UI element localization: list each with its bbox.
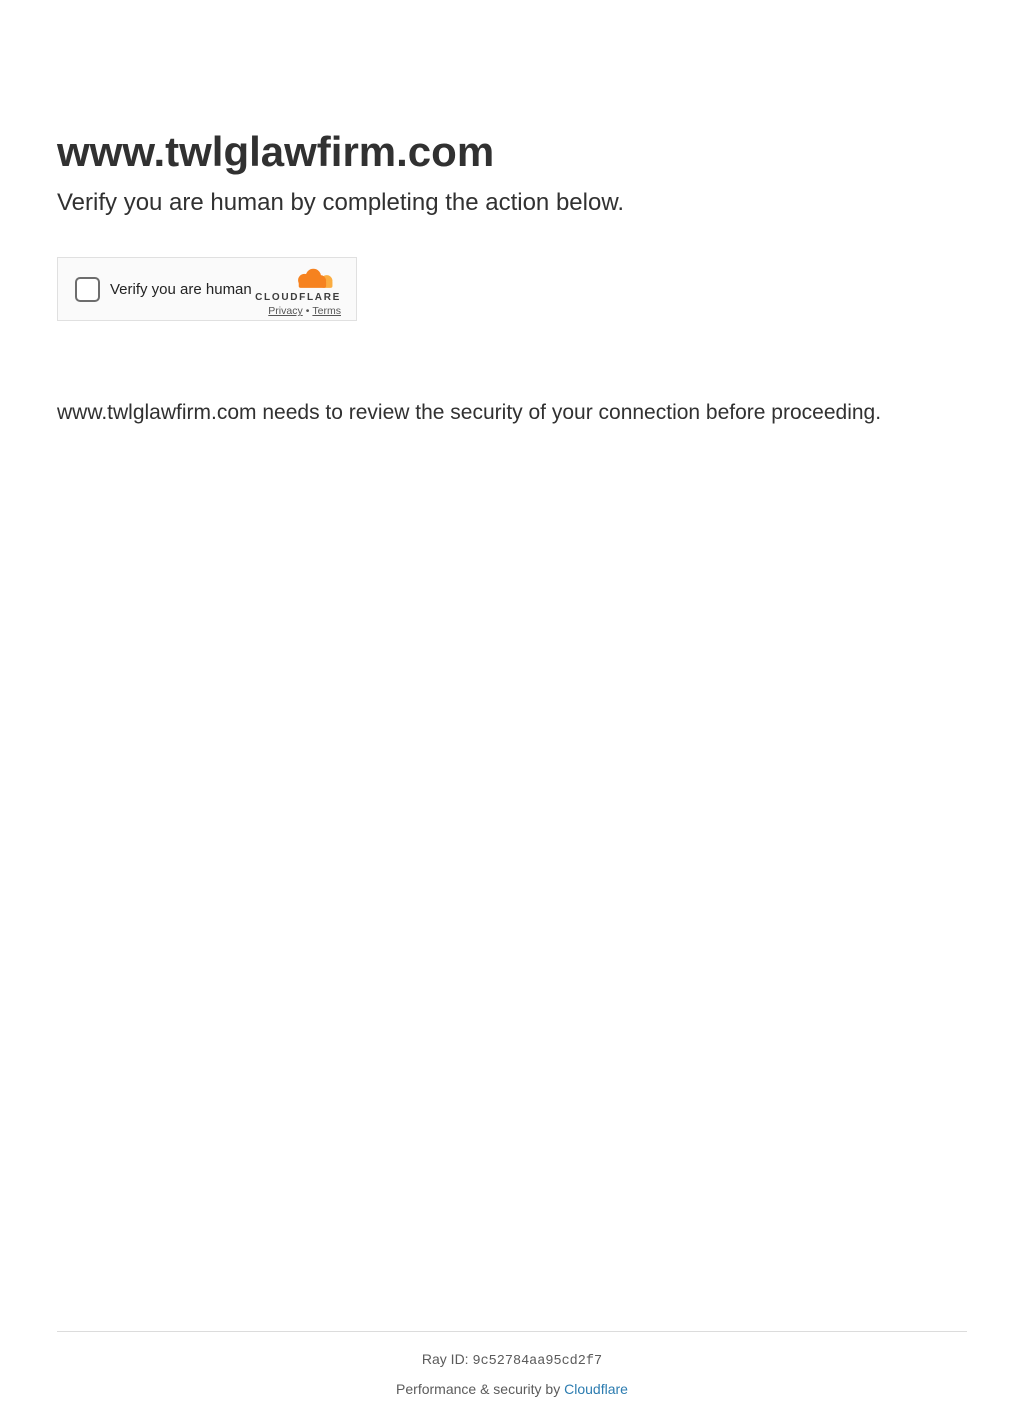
terms-link[interactable]: Terms — [312, 305, 341, 318]
ray-id-label: Ray ID: — [421, 1351, 469, 1367]
performance-text: Performance & security by — [396, 1381, 561, 1397]
ray-id-value: 9c52784aa95cd2f7 — [472, 1354, 603, 1369]
cloudflare-brand-block — [255, 262, 341, 317]
ray-id-line — [0, 1351, 1024, 1369]
turnstile-legal-links — [268, 306, 341, 317]
verify-checkbox-label: Verify you are human — [110, 280, 252, 298]
links-separator: • — [305, 305, 310, 318]
cloudflare-wordmark: CLOUDFLARE — [255, 292, 341, 304]
cloudflare-cloud-icon — [293, 268, 335, 292]
verify-checkbox[interactable] — [75, 277, 100, 302]
verify-checkbox-group — [75, 277, 252, 302]
footer — [0, 1331, 1024, 1397]
performance-line — [0, 1381, 1024, 1397]
turnstile-widget — [57, 257, 357, 321]
challenge-page — [0, 0, 1024, 431]
footer-divider — [57, 1331, 967, 1332]
security-review-message: www.twlglawfirm.com needs to review the security of your connection before proceeding. — [57, 401, 882, 425]
privacy-link[interactable]: Privacy — [268, 305, 303, 318]
page-subtitle: Verify you are human by completing the action below. — [57, 189, 624, 217]
cloudflare-link[interactable]: Cloudflare — [564, 1381, 628, 1397]
page-title: www.twlglawfirm.com — [57, 128, 495, 175]
